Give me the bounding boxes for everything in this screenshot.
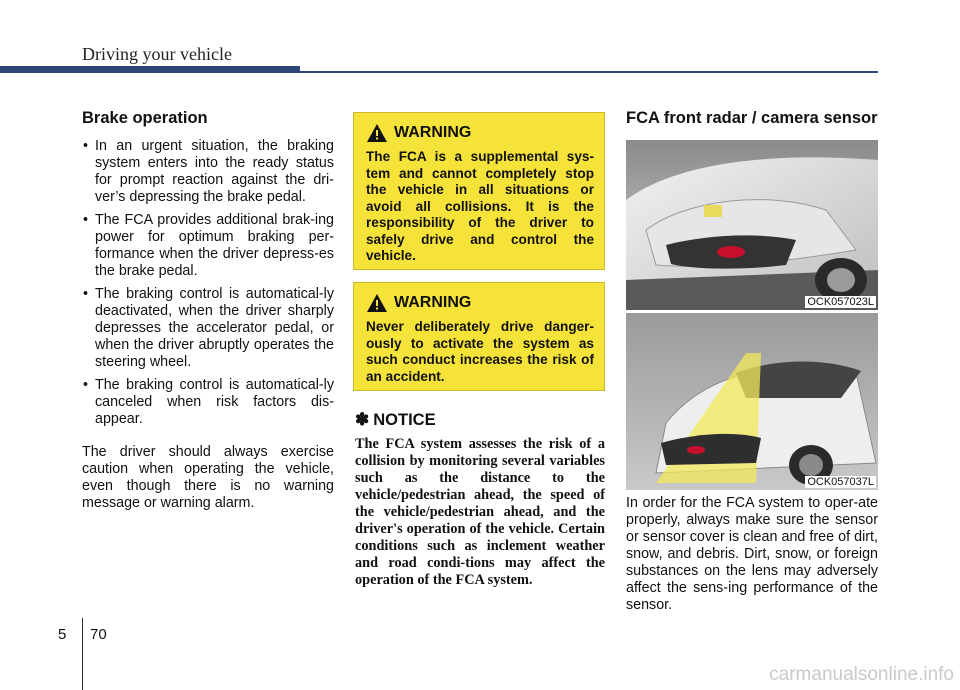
sensor-title: FCA front radar / camera sensor [626, 109, 878, 127]
brake-bullet: • The braking control is automatical-ly canceled when risk factors dis-appear. [82, 377, 334, 428]
brake-bullet: • The FCA provides additional brak-ing power for optimum braking per-formance when the driver depress-es the brake pedal. [82, 212, 334, 280]
brake-operation-title: Brake operation [82, 109, 208, 127]
car-sensor-range-illustration [626, 313, 878, 490]
brake-operation-section [82, 109, 334, 512]
warning-title: WARNING [394, 124, 472, 141]
warning-triangle-icon [366, 293, 388, 313]
brake-bullet: • The braking control is automatical-ly deactivated, when the driver sharply depresses the accelerator pedal, or when the driver abruptly operates the steering wheel. [82, 286, 334, 371]
figure-code-label: OCK057037L [807, 476, 874, 488]
car-front-sensor-illustration [626, 140, 878, 310]
sensor-location-figure [626, 140, 878, 310]
notice-section [355, 410, 605, 589]
warning-text: The FCA is a supplemental sys-tem and cannot completely stop the vehicle in all situations or avoid all collisions. It is the responsibility of the driver to safely drive and control the vehicle. [366, 149, 594, 263]
warning-box-dangerous-driving [353, 282, 605, 391]
notice-title: NOTICE [373, 410, 436, 429]
sensor-section [626, 109, 878, 140]
figure-code-label: OCK057023L [807, 296, 874, 308]
warning-text: Never deliberately drive danger-ously to activate the system as such conduct increases the risk of an accident. [366, 319, 594, 384]
brake-bullet-list [82, 138, 334, 428]
warning-box-supplemental [353, 112, 605, 270]
brake-bullet: • In an urgent situation, the braking system enters into the ready status for prompt reaction against the dri-ver’s depressing the brake pedal. [82, 138, 334, 206]
header-rule [300, 71, 878, 73]
notice-asterisk-icon: ✽ [355, 410, 370, 429]
warning-triangle-icon [366, 123, 388, 143]
page-header-title: Driving your vehicle [82, 44, 232, 64]
warning-title: WARNING [394, 294, 472, 311]
brake-caution-paragraph: The driver should always exercise caution when operating the vehicle, even though there is no warning message or warning alarm. [82, 444, 334, 511]
footer-divider [82, 618, 83, 690]
sensor-cleaning-paragraph: In order for the FCA system to oper-ate properly, always make sure the sensor or sensor cover is clean and free of dirt, snow, and debris. Dirt, snow, or foreign substances on the lens may adversely affect the sens-ing performance of the sensor. [626, 495, 878, 613]
chapter-number: 5 [58, 626, 67, 643]
page-number: 70 [90, 626, 107, 643]
header-accent-bar [0, 66, 300, 73]
watermark: carmanualsonline.info [769, 664, 954, 685]
notice-text: The FCA system assesses the risk of a collision by monitoring several variables such as the distance to the vehicle/pedestrian ahead, the speed of the vehicle/pedestrian ahead, and the driver's operation of the vehicle. Certain conditions such as inclement weather and road condi-tions may affect the operation of the FCA system. [355, 436, 605, 588]
sensor-range-figure [626, 313, 878, 490]
